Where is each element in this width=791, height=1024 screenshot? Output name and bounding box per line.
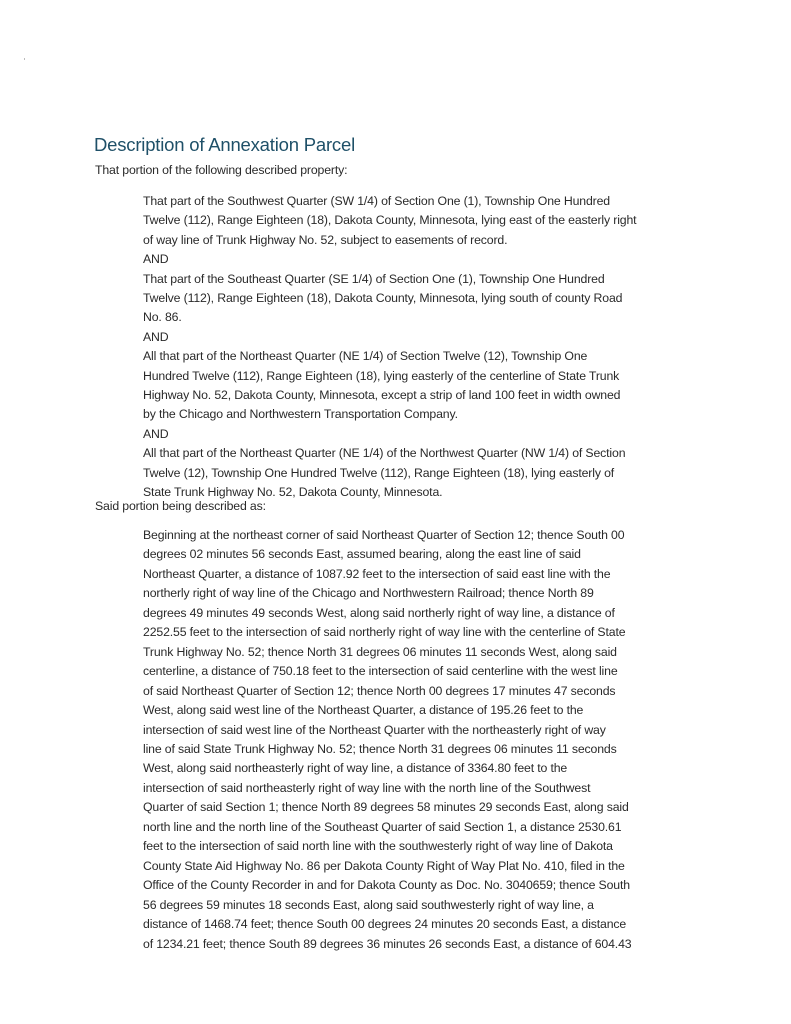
parcel-ne-of-nw-quarter-section-12 (143, 444, 708, 502)
text-line: Twelve (112), Range Eighteen (18), Dakota County, Minnesota, lying south of county Road (143, 291, 623, 306)
text-line: of 1234.21 feet; thence South 89 degrees 36 minutes 26 seconds East, a distance of 604.43 (143, 936, 632, 951)
text-line: Hundred Twelve (112), Range Eighteen (18), lying easterly of the centerline of State Trunk (143, 368, 620, 383)
text-line: intersection of said northeasterly right of way line with the north line of the Southwest (143, 780, 591, 795)
text-line: County State Aid Highway No. 86 per Dakota County Right of Way Plat No. 410, filed in the (143, 858, 625, 873)
text-line: distance of 1468.74 feet; thence South 00 degrees 24 minutes 20 seconds East, a distance (143, 917, 627, 932)
text-line: That part of the Southeast Quarter (SE 1/4) of Section One (1), Township One Hundred (143, 271, 605, 286)
and-separator: AND (143, 329, 169, 344)
text-line: northerly right of way line of the Chicago and Northwestern Railroad; thence North 89 (143, 586, 594, 601)
text-line: Northeast Quarter, a distance of 1087.92 feet to the intersection of said east line with the (143, 566, 611, 581)
and-separator: AND (143, 426, 169, 441)
text-line: degrees 02 minutes 56 seconds East, assumed bearing, along the east line of said (143, 547, 581, 562)
text-line: No. 86. (143, 310, 182, 325)
said-portion-label: Said portion being described as: (95, 499, 266, 513)
text-line: All that part of the Northeast Quarter (NE 1/4) of the Northwest Quarter (NW 1/4) of Section (143, 446, 626, 461)
text-line: of way line of Trunk Highway No. 52, subject to easements of record. (143, 232, 508, 247)
scan-speck (24, 58, 25, 60)
text-line: line of said State Trunk Highway No. 52; thence North 31 degrees 06 minutes 11 seconds (143, 741, 617, 756)
parcel-ne-quarter-section-12 (143, 347, 708, 425)
text-line: degrees 49 minutes 49 seconds West, along said northerly right of way line, a distance of (143, 605, 615, 620)
legal-description-paragraph (143, 526, 703, 954)
text-line: Office of the County Recorder in and for Dakota County as Doc. No. 3040659; thence South (143, 878, 630, 893)
text-line: by the Chicago and Northwestern Transportation Company. (143, 407, 458, 422)
text-line: 56 degrees 59 minutes 18 seconds East, along said southwesterly right of way line, a (143, 897, 594, 912)
text-line: Highway No. 52, Dakota County, Minnesota, except a strip of land 100 feet in width owned (143, 388, 621, 403)
text-line: State Trunk Highway No. 52, Dakota County, Minnesota. (143, 485, 443, 500)
text-line: 2252.55 feet to the intersection of said northerly right of way line with the centerline of State (143, 625, 626, 640)
text-line: West, along said west line of the Northeast Quarter, a distance of 195.26 feet to the (143, 703, 584, 718)
parcel-se-quarter-section-1 (143, 270, 708, 328)
and-separator: AND (143, 252, 169, 267)
intro-text: That portion of the following described property: (95, 163, 348, 177)
property-list (143, 192, 708, 503)
text-line: centerline, a distance of 750.18 feet to the intersection of said centerline with the west line (143, 664, 618, 679)
text-line: West, along said northeasterly right of way line, a distance of 3364.80 feet to the (143, 761, 568, 776)
text-line: That part of the Southwest Quarter (SW 1/4) of Section One (1), Township One Hundred (143, 194, 610, 208)
text-line: feet to the intersection of said north line with the southwesterly right of way line of Dakota (143, 839, 613, 854)
text-line: of said Northeast Quarter of Section 12; thence North 00 degrees 17 minutes 47 seconds (143, 683, 616, 698)
parcel-sw-quarter-section-1 (143, 192, 708, 250)
text-line: Trunk Highway No. 52; thence North 31 degrees 06 minutes 11 seconds West, along said (143, 644, 617, 659)
text-line: Beginning at the northeast corner of said Northeast Quarter of Section 12; thence South 00 (143, 528, 625, 542)
text-line: Twelve (112), Range Eighteen (18), Dakota County, Minnesota, lying east of the easterly right (143, 213, 637, 228)
text-line: north line and the north line of the Southeast Quarter of said Section 1, a distance 2530.61 (143, 819, 622, 834)
text-line: intersection of said west line of the Northeast Quarter with the northeasterly right of way (143, 722, 606, 737)
page-title: Description of Annexation Parcel (94, 134, 355, 155)
text-line: All that part of the Northeast Quarter (NE 1/4) of Section Twelve (12), Township One (143, 349, 588, 364)
text-line: Quarter of said Section 1; thence North 89 degrees 58 minutes 29 seconds East, along said (143, 800, 629, 815)
text-line: Twelve (12), Township One Hundred Twelve (112), Range Eighteen (18), lying easterly of (143, 465, 615, 480)
